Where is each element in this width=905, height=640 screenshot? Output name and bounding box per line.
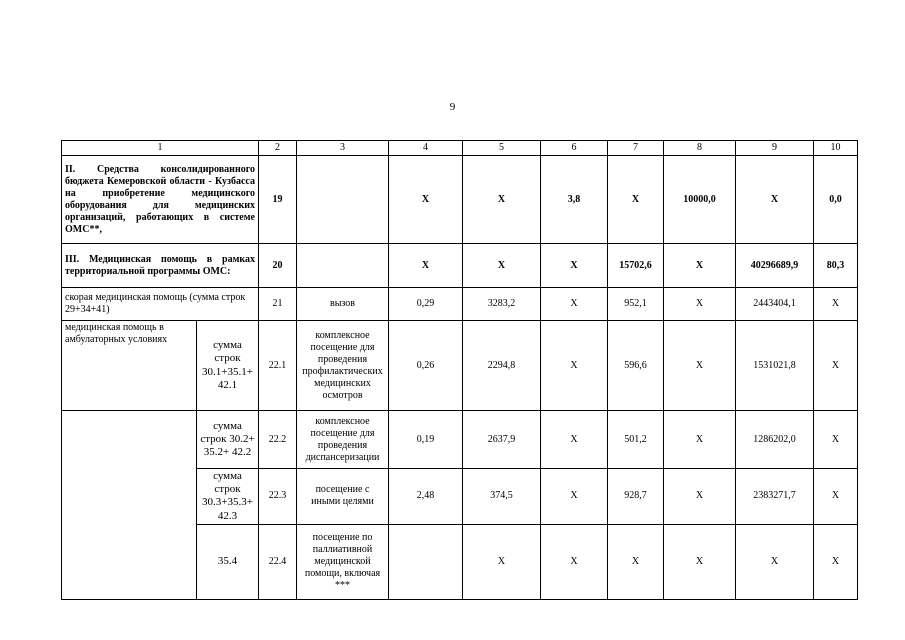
row-unit: комплексное посещение для проведения диспансеризации (297, 411, 389, 469)
page-number: 9 (449, 101, 456, 113)
table-cell: 0,26 (389, 321, 463, 411)
table-cell: 2637,9 (463, 411, 541, 469)
table-cell: X (664, 524, 736, 599)
table-cell: X (664, 469, 736, 525)
row-code: 19 (259, 156, 297, 244)
column-header: 5 (463, 141, 541, 156)
column-header: 7 (608, 141, 664, 156)
table-cell: X (541, 321, 608, 411)
row-unit: комплексное посещение для проведения профилактических медицинских осмотров (297, 321, 389, 411)
table-cell: X (608, 156, 664, 244)
row-unit: посещение по паллиативной медицинской помощи, включая *** (297, 524, 389, 599)
table-cell (389, 524, 463, 599)
column-header: 10 (814, 141, 858, 156)
table-cell: X (463, 156, 541, 244)
row-description: скорая медицинская помощь (сумма строк 29+34+41) (62, 288, 259, 321)
table-cell: X (389, 244, 463, 288)
table-cell: 0,19 (389, 411, 463, 469)
table-cell: X (608, 524, 664, 599)
row-unit (297, 244, 389, 288)
table-cell: X (814, 411, 858, 469)
table-cell: 3,8 (541, 156, 608, 244)
table-cell: X (463, 524, 541, 599)
table-cell: X (541, 411, 608, 469)
table-cell: X (541, 244, 608, 288)
column-header: 9 (736, 141, 814, 156)
row-sum-formula: сумма строк 30.3+35.3+ 42.3 (197, 469, 259, 525)
row-code: 21 (259, 288, 297, 321)
table-cell: X (664, 411, 736, 469)
table-cell: X (664, 244, 736, 288)
column-header: 3 (297, 141, 389, 156)
row-unit: вызов (297, 288, 389, 321)
row-code: 22.2 (259, 411, 297, 469)
table-cell: 2,48 (389, 469, 463, 525)
table-row (62, 411, 858, 469)
column-header: 1 (62, 141, 259, 156)
table-cell: X (664, 321, 736, 411)
table-cell: 40296689,9 (736, 244, 814, 288)
table-row (62, 288, 858, 321)
table-cell: 596,6 (608, 321, 664, 411)
row-unit (297, 156, 389, 244)
table-cell: X (814, 321, 858, 411)
table-cell: X (664, 288, 736, 321)
table-row (62, 321, 858, 411)
table-cell: 1286202,0 (736, 411, 814, 469)
column-header: 2 (259, 141, 297, 156)
table-cell: X (814, 524, 858, 599)
table-cell: 2294,8 (463, 321, 541, 411)
table-cell: 952,1 (608, 288, 664, 321)
table-cell: X (814, 469, 858, 525)
row-code: 22.1 (259, 321, 297, 411)
table-header-row (62, 141, 858, 156)
row-description (62, 411, 197, 600)
table-cell: X (541, 288, 608, 321)
budget-table (61, 140, 858, 600)
table-row (62, 244, 858, 288)
table-cell: 15702,6 (608, 244, 664, 288)
row-code: 20 (259, 244, 297, 288)
row-code: 22.3 (259, 469, 297, 525)
column-header: 6 (541, 141, 608, 156)
column-header: 8 (664, 141, 736, 156)
row-description: II. Средства консолидированного бюджета Кемеровской области - Кузбасса на приобретение медицинского оборудования для медицинских организаций, работающих в системе ОМС**, (62, 156, 259, 244)
table-cell: 2383271,7 (736, 469, 814, 525)
table-cell: 0,0 (814, 156, 858, 244)
table-row (62, 156, 858, 244)
row-unit: посещение с иными целями (297, 469, 389, 525)
table-cell: X (736, 524, 814, 599)
table-cell: X (389, 156, 463, 244)
row-description: медицинская помощь в амбулаторных условиях (62, 321, 197, 411)
table-cell: 2443404,1 (736, 288, 814, 321)
table-cell: 10000,0 (664, 156, 736, 244)
table-cell: X (463, 244, 541, 288)
table-cell: X (541, 524, 608, 599)
column-header: 4 (389, 141, 463, 156)
table-cell: 0,29 (389, 288, 463, 321)
row-code: 22.4 (259, 524, 297, 599)
table-cell: 80,3 (814, 244, 858, 288)
table-cell: 501,2 (608, 411, 664, 469)
row-description: III. Медицинская помощь в рамках территориальной программы ОМС: (62, 244, 259, 288)
table-cell: 3283,2 (463, 288, 541, 321)
table-cell: 928,7 (608, 469, 664, 525)
table-cell: 374,5 (463, 469, 541, 525)
row-sum-formula: сумма строк 30.1+35.1+ 42.1 (197, 321, 259, 411)
table-cell: X (814, 288, 858, 321)
row-sum-formula: 35.4 (197, 524, 259, 599)
table-cell: 1531021,8 (736, 321, 814, 411)
table-cell: X (541, 469, 608, 525)
table-cell: X (736, 156, 814, 244)
row-sum-formula: сумма строк 30.2+ 35.2+ 42.2 (197, 411, 259, 469)
